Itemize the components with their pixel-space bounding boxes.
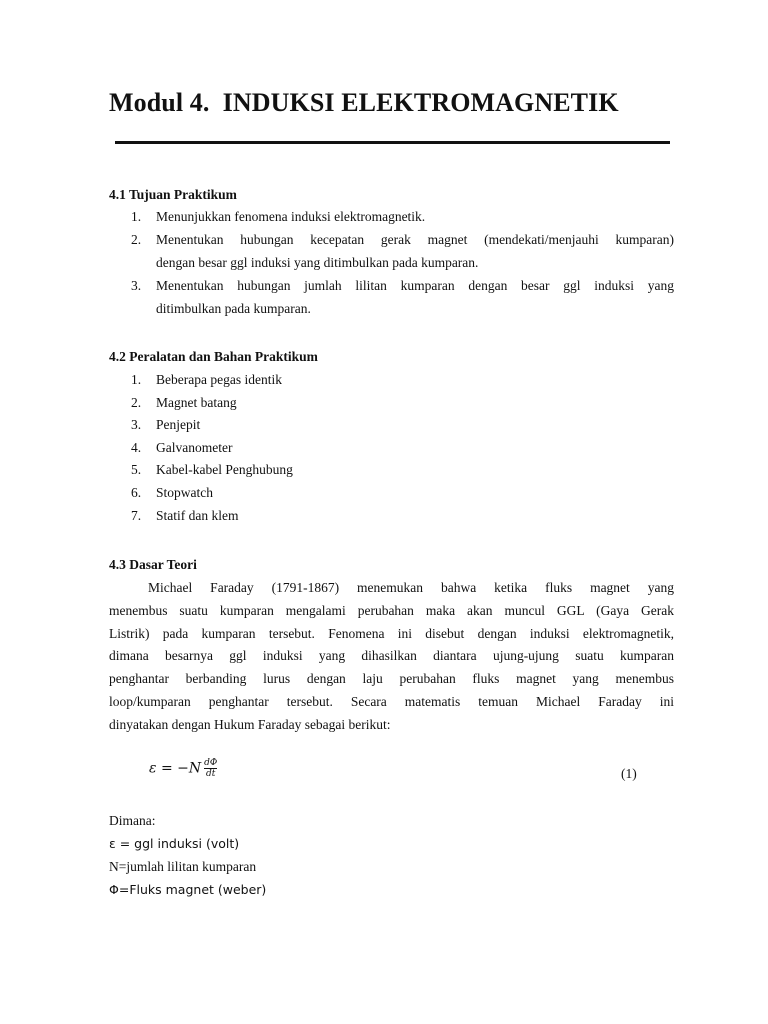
list-item: Stopwatch	[156, 485, 213, 500]
equation-lhs: ε = −N	[149, 760, 202, 777]
list-number: 1.	[131, 372, 142, 387]
list-number: 4.	[131, 440, 142, 455]
equation-number: (1)	[621, 766, 637, 781]
list-item: Penjepit	[156, 417, 201, 432]
definition-n: N=jumlah lilitan kumparan	[109, 859, 257, 874]
list-number: 6.	[131, 485, 142, 500]
title-divider	[115, 141, 670, 144]
paragraph-line: dimana besarnya ggl induksi yang dihasilkan diantara ujung-ujung suatu kumparan	[109, 648, 674, 663]
list-item: Galvanometer	[156, 440, 233, 455]
list-item-continuation: ditimbulkan pada kumparan.	[156, 301, 311, 316]
definition-epsilon: ε = ggl induksi (volt)	[109, 836, 240, 851]
definition-phi: Φ=Fluks magnet (weber)	[109, 882, 267, 897]
list-number: 3.	[131, 278, 142, 293]
list-item: Magnet batang	[156, 395, 237, 410]
list-number: 2.	[131, 395, 142, 410]
paragraph-line: loop/kumparan penghantar tersebut. Secara matematis temuan Michael Faraday ini	[109, 694, 674, 709]
list-number: 7.	[131, 508, 142, 523]
page-title: Modul 4. INDUKSI ELEKTROMAGNETIK	[109, 88, 619, 117]
list-number: 5.	[131, 462, 142, 477]
list-item-continuation: dengan besar ggl induksi yang ditimbulkan pada kumparan.	[156, 255, 479, 270]
equation-fraction	[204, 758, 217, 779]
section-heading-tujuan: 4.1 Tujuan Praktikum	[109, 187, 237, 202]
list-number: 3.	[131, 417, 142, 432]
equation-denominator: dt	[206, 769, 216, 779]
list-item: Statif dan klem	[156, 508, 239, 523]
faraday-equation	[149, 758, 217, 779]
paragraph-line: penghantar berbanding lurus dengan laju perubahan fluks magnet yang menembus	[109, 671, 674, 686]
paragraph-line: Listrik) pada kumparan tersebut. Fenomena ini disebut dengan induksi elektromagnetik,	[109, 626, 674, 641]
list-item: Kabel-kabel Penghubung	[156, 462, 293, 477]
list-item: Menunjukkan fenomena induksi elektromagnetik.	[156, 209, 426, 224]
where-label: Dimana:	[109, 813, 156, 828]
list-item: Beberapa pegas identik	[156, 372, 282, 387]
list-item: Menentukan hubungan jumlah lilitan kumparan dengan besar ggl induksi yang	[156, 278, 674, 293]
list-item: Menentukan hubungan kecepatan gerak magnet (mendekati/menjauhi kumparan)	[156, 232, 674, 247]
list-number: 2.	[131, 232, 142, 247]
list-number: 1.	[131, 209, 142, 224]
equation-numerator: dΦ	[204, 758, 218, 768]
section-heading-peralatan: 4.2 Peralatan dan Bahan Praktikum	[109, 349, 318, 364]
paragraph-line: menembus suatu kumparan mengalami perubahan maka akan muncul GGL (Gaya Gerak	[109, 603, 674, 618]
paragraph-line: Michael Faraday (1791-1867) menemukan bahwa ketika fluks magnet yang	[148, 580, 674, 595]
section-heading-dasar-teori: 4.3 Dasar Teori	[109, 557, 197, 572]
paragraph-line: dinyatakan dengan Hukum Faraday sebagai berikut:	[109, 717, 391, 732]
